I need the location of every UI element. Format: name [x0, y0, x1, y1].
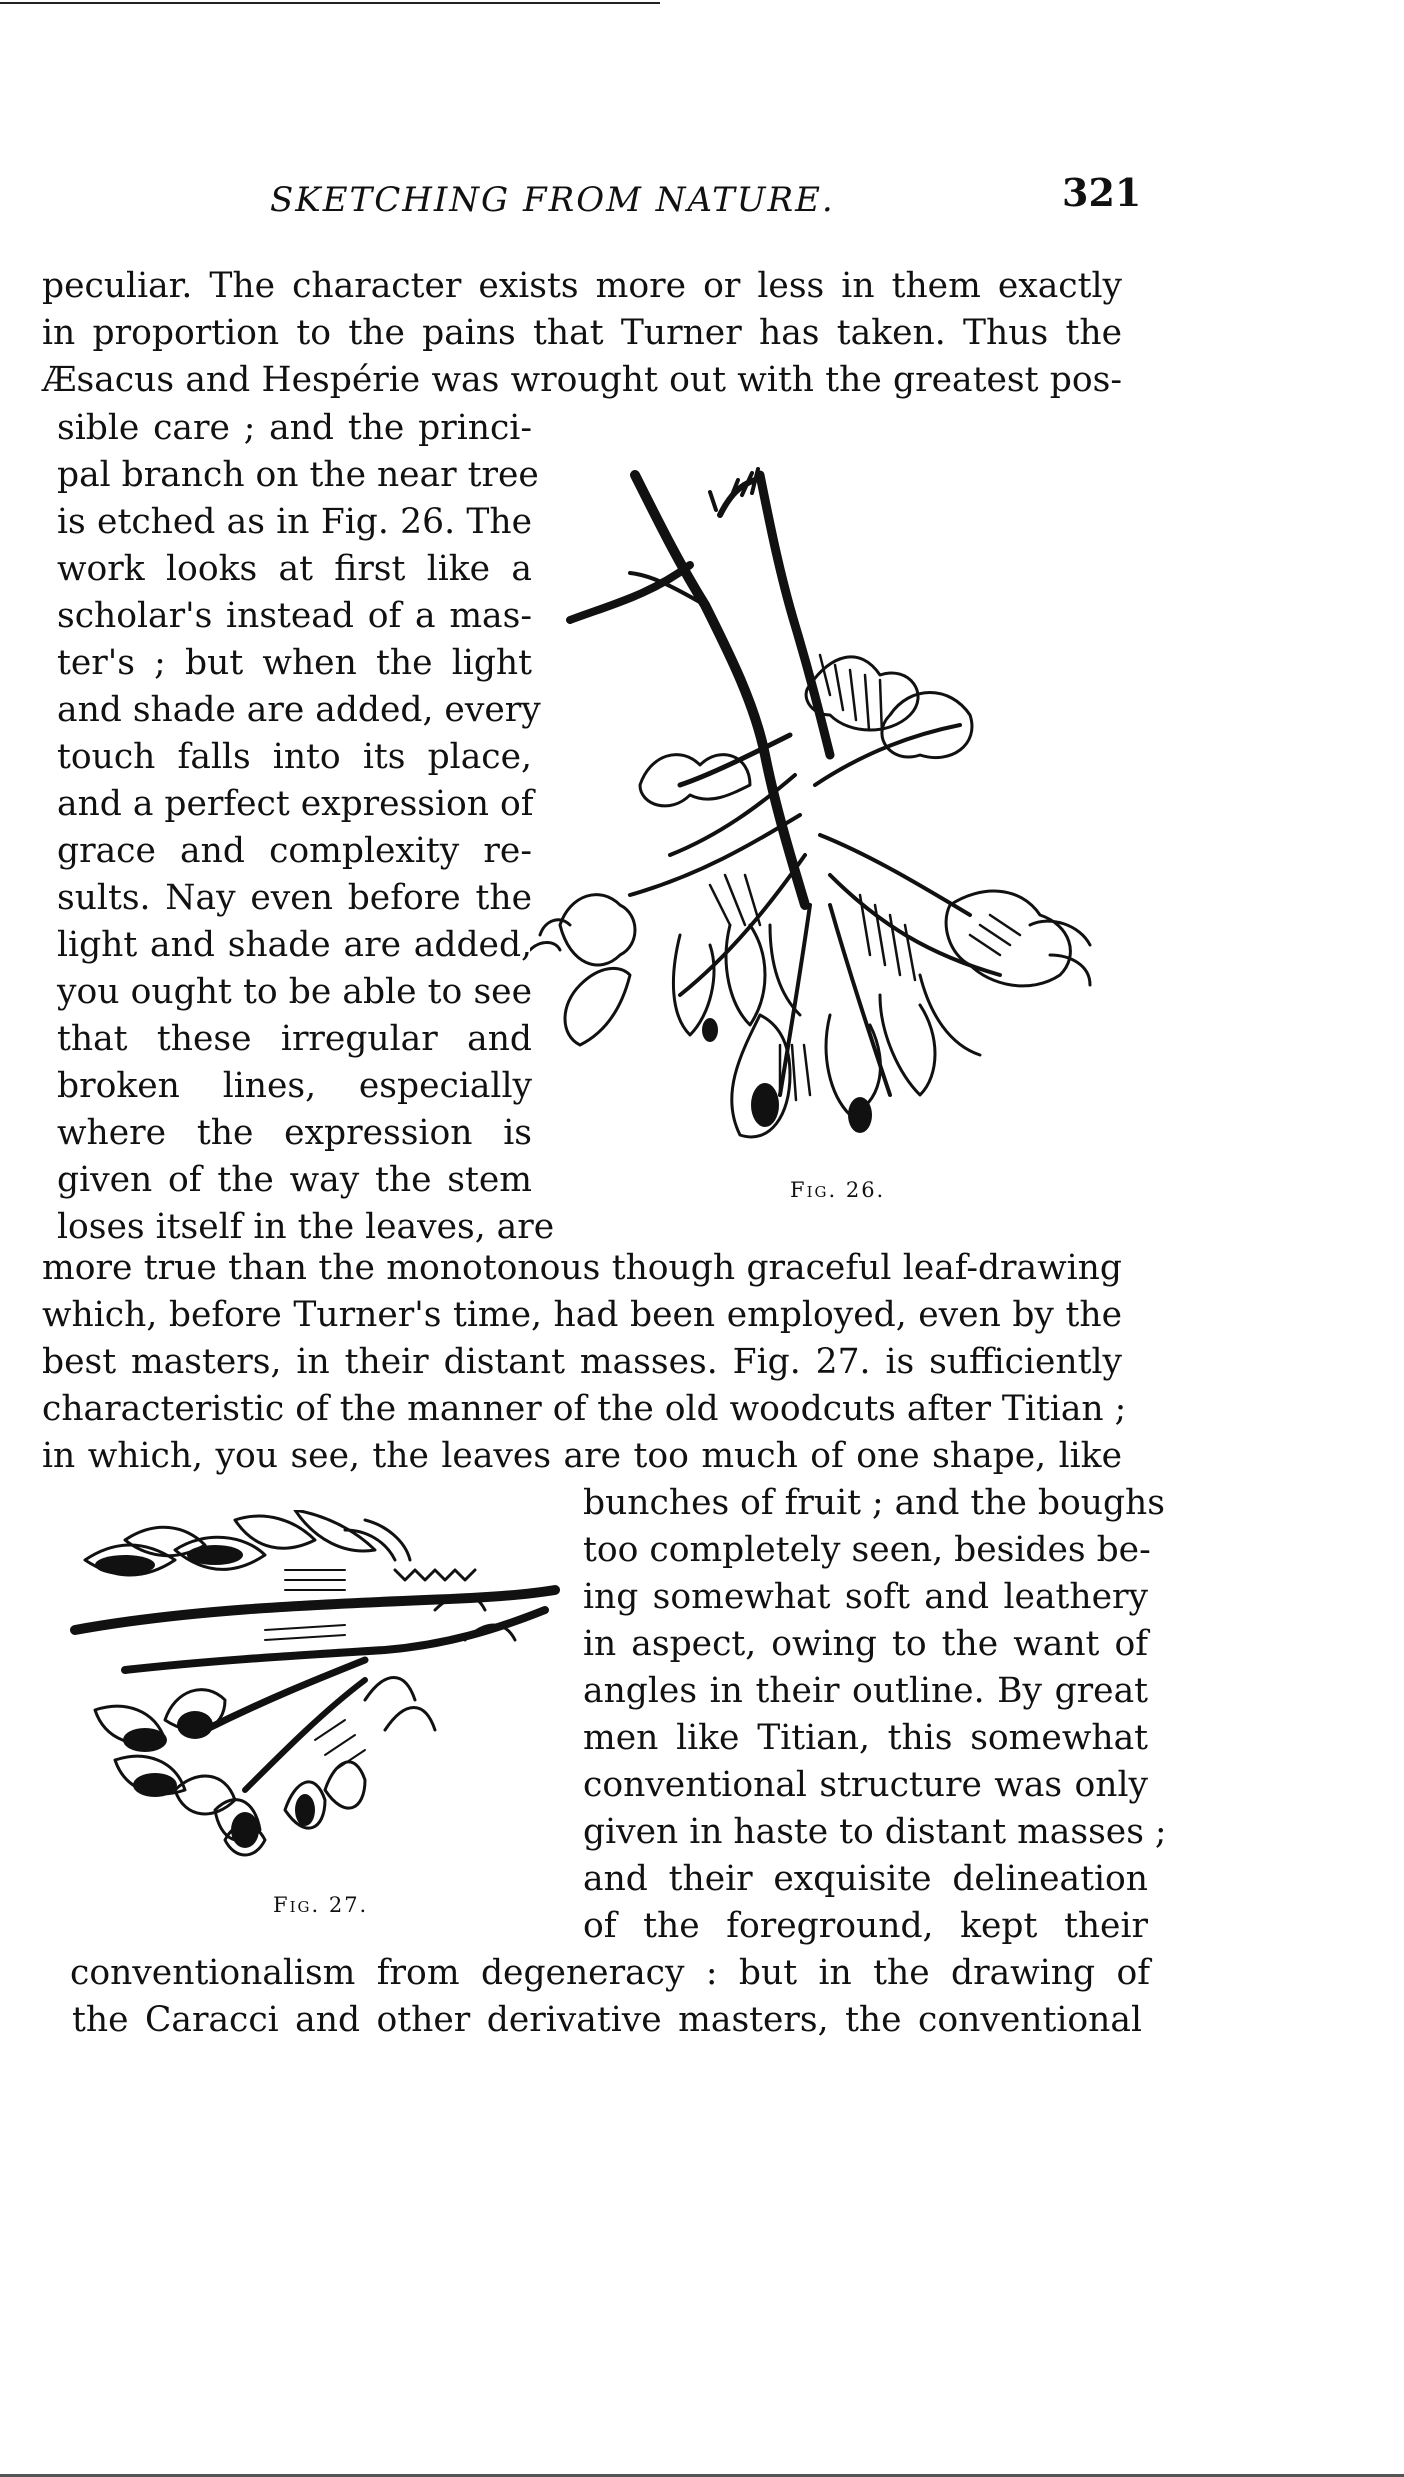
text-line: peculiar. The character exists more or less in them exactly	[42, 266, 1122, 306]
text-line: angles in their outline. By great	[583, 1671, 1148, 1711]
text-line: pal branch on the near tree	[57, 455, 539, 495]
figure-27-caption: Fig. 27.	[273, 1893, 369, 1917]
text-line: and a perfect expression of	[57, 784, 534, 824]
text-line: loses itself in the leaves, are	[57, 1207, 555, 1247]
text-line: and shade are added, every	[57, 690, 541, 730]
figure-26-branch-illustration	[530, 455, 1140, 1155]
text-line: and their exquisite delineation	[583, 1859, 1148, 1899]
text-line: more true than the monotonous though graceful leaf-drawing	[42, 1248, 1122, 1288]
text-line: broken lines, especially	[57, 1066, 532, 1106]
text-line: in proportion to the pains that Turner has taken. Thus the	[42, 313, 1122, 353]
text-line: sults. Nay even before the	[57, 878, 532, 918]
text-line: ing somewhat soft and leathery	[583, 1577, 1148, 1617]
text-line: best masters, in their distant masses. Fig. 27. is sufficiently	[42, 1342, 1122, 1382]
text-line: too completely seen, besides be-	[583, 1530, 1151, 1570]
text-line: touch falls into its place,	[57, 737, 532, 777]
text-line: grace and complexity re-	[57, 831, 532, 871]
text-line: sible care ; and the princi-	[57, 408, 532, 448]
text-line: characteristic of the manner of the old woodcuts after Titian ;	[42, 1389, 1127, 1429]
top-rule	[0, 2, 660, 4]
page-number: 321	[1062, 170, 1142, 215]
text-line: Æsacus and Hespérie was wrought out with the greatest pos-	[42, 360, 1122, 400]
text-line: conventionalism from degeneracy : but in the drawing of	[70, 1953, 1150, 1993]
text-line: which, before Turner's time, had been employed, even by the	[42, 1295, 1122, 1335]
text-line: given of the way the stem	[57, 1160, 532, 1200]
text-line: is etched as in Fig. 26. The	[57, 502, 532, 542]
text-line: ter's ; but when the light	[57, 643, 532, 683]
text-line: in aspect, owing to the want of	[583, 1624, 1148, 1664]
text-line: conventional structure was only	[583, 1765, 1148, 1805]
text-line: you ought to be able to see	[57, 972, 532, 1012]
text-line: work looks at first like a	[57, 549, 532, 589]
text-line: light and shade are added,	[57, 925, 532, 965]
text-line: of the foreground, kept their	[583, 1906, 1148, 1946]
figure-26-caption: Fig. 26.	[790, 1178, 886, 1202]
text-line: the Caracci and other derivative masters, the conventional	[72, 2000, 1142, 2040]
text-line: where the expression is	[57, 1113, 532, 1153]
text-line: scholar's instead of a mas-	[57, 596, 532, 636]
text-line: bunches of fruit ; and the boughs	[583, 1483, 1165, 1523]
text-line: men like Titian, this somewhat	[583, 1718, 1148, 1758]
running-title: SKETCHING FROM NATURE.	[270, 180, 835, 220]
figure-27-woodcut-illustration	[65, 1510, 565, 1890]
text-line: given in haste to distant masses ;	[583, 1812, 1167, 1852]
text-line: in which, you see, the leaves are too much of one shape, like	[42, 1436, 1122, 1476]
text-line: that these irregular and	[57, 1019, 532, 1059]
